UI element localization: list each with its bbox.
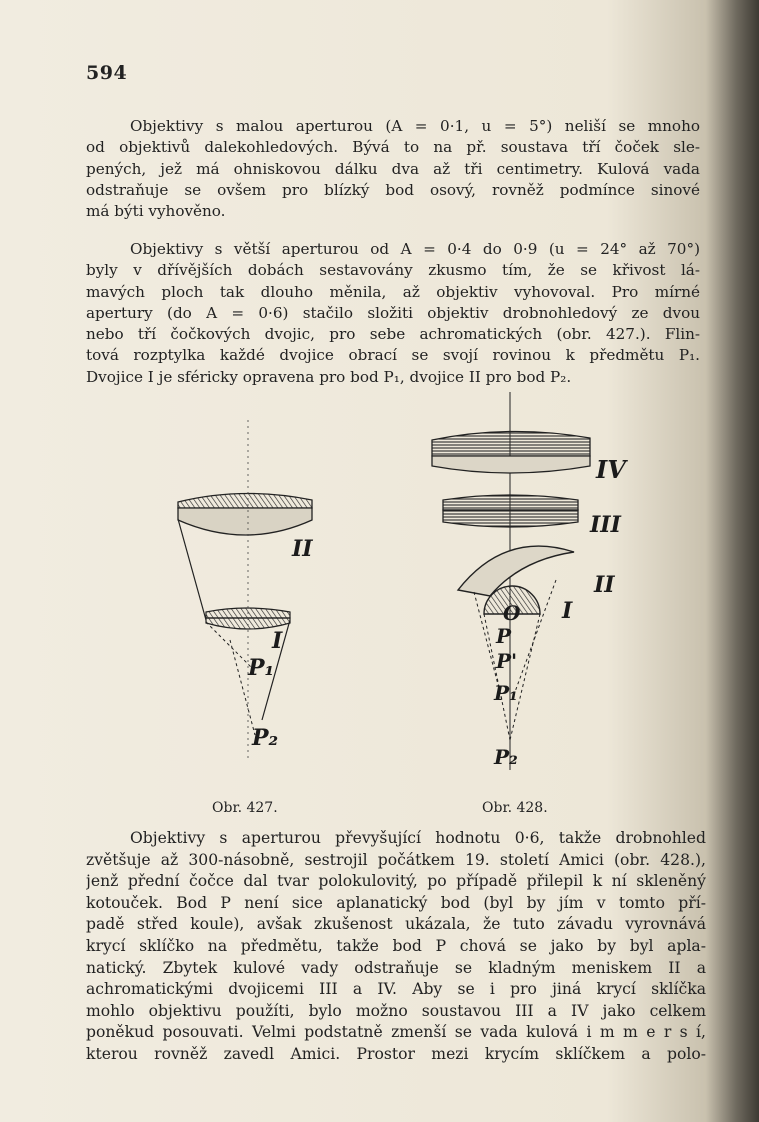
page-number: 594: [86, 62, 128, 84]
lens-ii-back: [178, 508, 312, 535]
text-line: Objektivy s aperturou převyšující hodnotu 0·6, takže drobnohled: [130, 829, 706, 847]
text-line: pených, jež má ohniskovou dálku dva až tři centimetry. Kulová vada: [86, 159, 700, 178]
figure-427: [178, 420, 313, 760]
text-line: padě střed koule), avšak zkušenost ukázala, že tuto závadu vyrovnává: [86, 915, 706, 934]
text-line: apertury (do A = 0·6) stačilo složiti objektiv drobnohledový ze dvou: [86, 303, 700, 322]
lens-iii-back: [443, 510, 578, 527]
text-line: byly v dřívějších dobách sestavovány zkusmo tím, že se křivost lá-: [86, 261, 700, 280]
label-lens-ii: II: [594, 572, 615, 598]
text-line: poněkud posouvati. Velmi podstatně zmenší se vada kulová i m m e r s í,: [86, 1023, 706, 1042]
paragraph-3: [86, 828, 706, 1066]
lens-iv-front: [432, 431, 590, 456]
label-p2: P₂: [494, 745, 518, 769]
lens-ii-front: [178, 493, 312, 508]
figure-428-caption: Obr. 428.: [482, 800, 548, 816]
text-line: zvětšuje až 300-násobně, sestrojil počátkem 19. století Amici (obr. 428.),: [86, 850, 706, 869]
label-lens-ii: II: [292, 536, 313, 562]
label-p1: P₁: [494, 681, 518, 705]
figure-428: [432, 392, 628, 770]
text-line: kterou rovněž zavedl Amici. Prostor mezi krycím sklíčkem a polo-: [86, 1044, 706, 1063]
text-line: mavých ploch tak dlouho měnila, až objektiv vyhovoval. Pro mírné: [86, 282, 700, 301]
label-p-prime: P': [496, 649, 518, 673]
text-line: Objektivy s větší aperturou od A = 0·4 do 0·9 (u = 24° až 70°): [130, 240, 700, 258]
label-lens-i: I: [562, 598, 573, 624]
text-line: natický. Zbytek kulové vady odstraňuje se kladným meniskem II a: [86, 958, 706, 977]
text-line: Dvojice I je sféricky opravena pro bod P₁, dvojice II pro bod P₂.: [86, 367, 572, 386]
label-p2: P₂: [252, 725, 279, 751]
lens-iv-back: [432, 456, 590, 473]
text-line: odstraňuje se ovšem pro blízký bod osový, rovněž podmínce sinové: [86, 180, 700, 199]
text-line: mohlo objektivu použíti, bylo možno soustavou III a IV jako celkem: [86, 1001, 706, 1020]
text-line: kotouček. Bod P není sice aplanatický bod (byl by jím v tomto pří-: [86, 893, 706, 912]
text-line: tová rozptylka každé dvojice obrací se svojí rovinou k předmětu P₁.: [86, 346, 700, 365]
ray: [510, 614, 540, 740]
text-line: jenž přední čočce dal tvar polokulovitý, po případě přilepil k ní skleněný: [86, 872, 706, 891]
text-line: achromatickými dvojicemi III a IV. Aby se i pro jiná krycí sklíčka: [86, 980, 706, 999]
text-line: od objektivů dalekohledových. Bývá to na př. soustava tří čoček sle-: [86, 138, 700, 157]
ray: [178, 519, 206, 620]
text-line: krycí sklíčko na předmětu, takže bod P chová se jako by byl apla-: [86, 936, 706, 955]
label-p1: P₁: [248, 655, 275, 681]
label-lens-iv: IV: [596, 455, 626, 484]
lens-iii-front: [443, 495, 578, 510]
label-p: P: [496, 624, 512, 648]
label-lens-i: I: [272, 628, 283, 654]
figure-427-caption: Obr. 427.: [212, 800, 278, 816]
label-lens-iii: III: [590, 512, 621, 538]
text-line: má býti vyhověno.: [86, 202, 226, 221]
text-line: nebo tří čočkových dvojic, pro sebe achromatických (obr. 427.). Flin-: [86, 325, 700, 344]
label-center-o: O: [503, 601, 521, 625]
text-line: Objektivy s malou aperturou (A = 0·1, u = 5°) neliší se mnoho: [130, 117, 700, 135]
